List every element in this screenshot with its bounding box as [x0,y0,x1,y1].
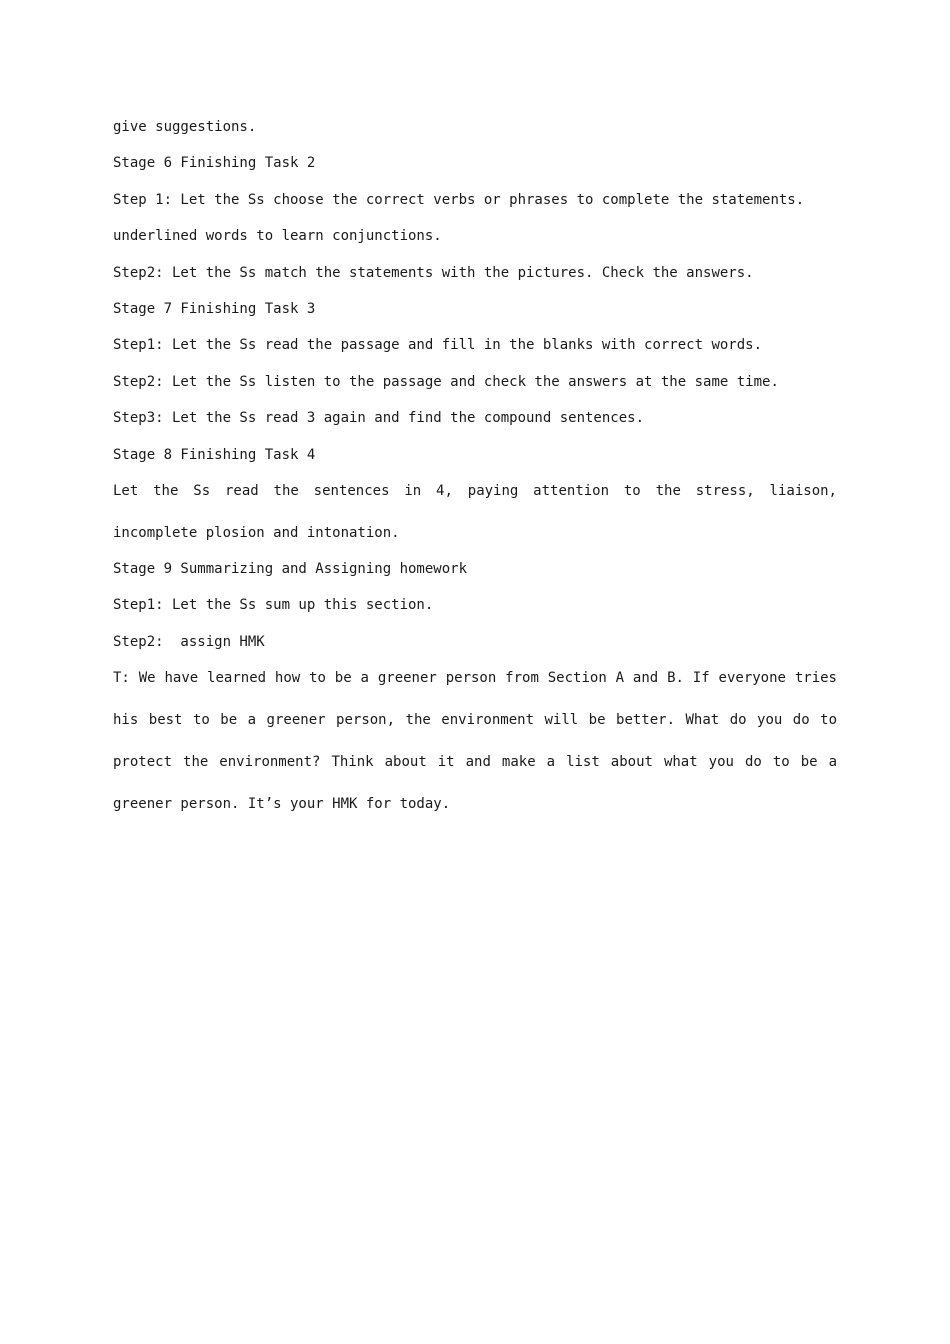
lesson-plan-text [113,116,837,829]
text-line: give suggestions. [113,119,257,135]
stage-heading: Stage 7 Finishing Task 3 [113,300,316,317]
step-line: Step1: Let the Ss read the passage and fill in the blanks with correct words. [113,337,763,354]
stage-heading: Stage 6 Finishing Task 2 [113,155,316,172]
stage-heading: Stage 8 Finishing Task 4 [113,446,316,463]
step-line: Step2: Let the Ss listen to the passage and check the answers at the same time. [113,373,779,390]
step-line: Step2: Let the Ss match the statements with the pictures. Check the answers. [113,264,754,281]
step-line: Step1: Let the Ss sum up this section. [113,597,434,614]
step-line: Step2: assign HMK [113,633,265,650]
step-line: Step3: Let the Ss read 3 again and find the compound sentences. [113,410,645,427]
step-line: Step 1: Let the Ss choose the correct verbs or phrases to complete the statements. [113,191,805,208]
stage8-paragraph: Let the Ss read the sentences in 4, paying attention to the stress, liaison, incomplete plosion and intonation. [113,482,837,541]
stage-heading: Stage 9 Summarizing and Assigning homework [113,560,468,577]
text-line: underlined words to learn conjunctions. [113,228,442,245]
homework-paragraph: T: We have learned how to be a greener person from Section A and B. If everyone tries his best to be a greener person, the environment will be better. What do you do to protect the environment? Think about it and make a list about what you do to be a greener person. It’s your HMK for today. [113,670,837,813]
